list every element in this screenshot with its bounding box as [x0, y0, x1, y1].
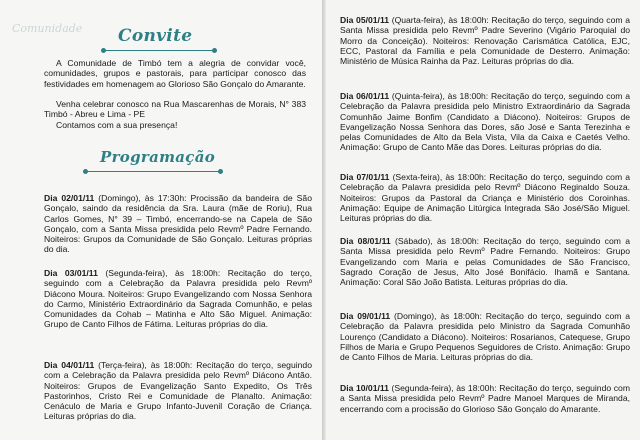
entry-text: (Terça-feira), às 18:00h: Recitação do terço, seguindo com a Celebração da Palavra presidida pelo Revmº Diácono Antão. Noiteiros: Grupos de Evangelização Santo Expedito, Os Três Pastorinhos, Cristo Rei e Comunidade de Planalto. Animação: Cenáculo de Maria e Grupo Infanto-Juvenil Coração de Criança. Leituras próprias do dia.	[44, 360, 312, 422]
entry-day: Dia 02/01/11	[44, 193, 95, 203]
program-entry	[340, 91, 630, 153]
entry-text: (Domingo), às 17:30h: Procissão da bandeira de São Gonçalo, saindo da residência da Sra. Laura (mãe de Roriu), Rua Carlos Gomes, N° 39 – Timbó, encerrando-se na Capela de São Gonçalo, com a Santa Missa presidida pelo Revmº Padre Fernando. Noiteiros: Grupos da Comunidade de São Gonçalo. Leituras próprias do dia.	[44, 193, 312, 255]
program-entry	[340, 172, 630, 223]
program-entry	[340, 383, 630, 414]
entry-day: Dia 05/01/11	[340, 15, 390, 25]
ghost-print: Comunidade	[12, 22, 83, 35]
right-page	[326, 0, 640, 440]
entry-text: (Quarta-feira), às 18:00h: Recitação do terço, seguindo com a Santa Missa presidida pelo Revmº Padre Severino (Vigário Paroquial do Morro da Conceição). Noiteiros: Renovação Carismática Católica, EJC, ECC, Pastoral da Família e pela Comunidade de Desterro. Animação: Ministério de Música Rainha da Paz. Leituras próprias do dia.	[340, 15, 630, 67]
invite-title: Convite	[118, 26, 193, 46]
entry-text: (Sexta-feira), às 18:00h: Recitação do terço, seguindo com a Celebração da Palavra presidida pelo Revmº Diácono Reginaldo Souza. Noiteiros: Grupos da Pastoral da Criança e Ministério dos Coroinhas. Animação: Equipe de Animação Litúrgica Integrada São José/São Miguel. Leituras próprias do dia.	[340, 172, 630, 224]
entry-day: Dia 07/01/11	[340, 172, 390, 182]
title-divider	[104, 50, 214, 51]
program-title: Programação	[100, 148, 216, 166]
entry-text: (Domingo), às 18:00h: Recitação do terço, seguindo com a Celebração da Palavra presidida pelo Ministro da Sagrada Comunhão Lourenço (Candidato a Diácono). Noiteiros: Rosarianos, Catequese, Grupo Filhos de Maria e Grupo Pequenos Seguidores de Cristo. Animação: Grupo de Canto Filhos de Maria. Leituras próprias do dia.	[340, 311, 631, 363]
program-entry	[340, 236, 630, 287]
invitation-closing: Contamos com a sua presença!	[56, 120, 178, 130]
entry-day: Dia 09/01/11	[340, 311, 391, 321]
entry-day: Dia 03/01/11	[44, 268, 98, 278]
program-divider	[86, 171, 220, 172]
program-entry	[44, 268, 312, 330]
entry-text: (Segunda-feira), às 18:00h: Recitação do terço, seguindo com a Santa Missa presidida pelo Revmº Padre Manoel Marques de Miranda, encerrando com a procissão do Glorioso São Gonçalo do Amarante.	[340, 383, 630, 414]
program-entry	[44, 360, 312, 422]
program-entry	[44, 193, 312, 255]
entry-day: Dia 10/01/11	[340, 383, 389, 393]
invitation-paragraph: A Comunidade de Timbó tem a alegria de convidar você, comunidades, grupos e pastorais, para participar conosco das festividades em homenagem ao Glorioso São Gonçalo do Amarante.	[44, 58, 306, 89]
entry-text: (Segunda-feira), às 18:00h: Recitação do terço, seguindo com a Celebração da Palavra presidida pelo Revmº Diácono Moura. Noiteiros: Grupo Evangelizando com Nossa Senhora do Carmo, Ministério Extraordinário da Sagrada Comunhão, e pelas Comunidades da Cohab – Matinha e Alto São Miguel. Animação: Grupo de Canto Filhos de Fátima. Leituras próprias do dia.	[44, 268, 312, 330]
program-entry	[340, 15, 630, 66]
entry-day: Dia 08/01/11	[340, 236, 391, 246]
entry-day: Dia 04/01/11	[44, 360, 95, 370]
invitation-address: Venha celebrar conosco na Rua Mascarenhas de Morais, N° 383 Timbó - Abreu e Lima - PE	[44, 99, 306, 120]
entry-text: (Sábado), às 18:00h: Recitação do terço, seguindo com a Santa Missa presidida pelo Revmº Padre Fernando. Noiteiros: Grupo Evangelizando com Maria e pelas Comunidades de São Francisco, Sagrado Coração de Jesus, Alto José Bonifácio. Ihamã e Santana. Animação: Coral São João Batista. Leituras próprias do dia.	[340, 236, 630, 288]
entry-day: Dia 06/01/11	[340, 91, 390, 101]
program-entry	[340, 311, 630, 362]
entry-text: (Quinta-feira), às 18:00h: Recitação do terço, seguindo com a Celebração da Palavra presidida pelo Ministro Extraordinário da Sagrada Comunhão Jaime Bonfim (Candidato a Diácono). Noiteiros: Grupos de Evangelização Nossa Senhora das Dores, são José e Santa Terezinha e pelas Comunidades de Alto da Bela Vista, Vila da Caixa e Caetés Velho. Animação: Grupo de Canto Mãe das Dores. Leituras próprias do dia.	[340, 91, 630, 153]
